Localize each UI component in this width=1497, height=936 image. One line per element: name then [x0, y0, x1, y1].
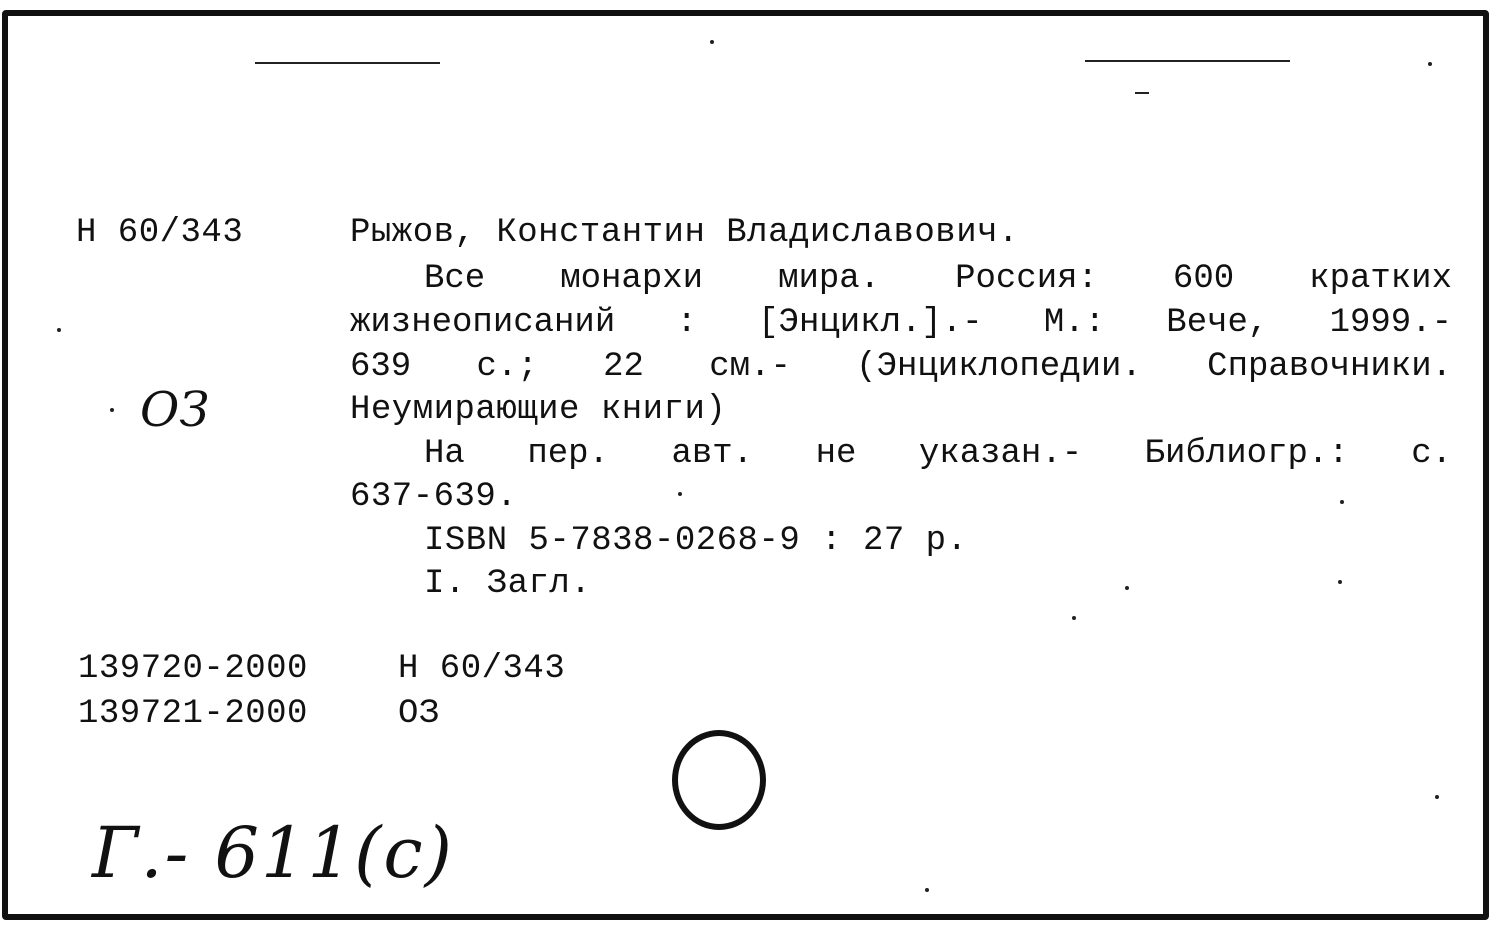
inventory-location: ОЗ — [398, 695, 440, 733]
speck — [1125, 586, 1129, 590]
note-line-2: 637-639. — [350, 478, 518, 516]
card-punch-hole — [672, 730, 766, 830]
author-heading: Рыжов, Константин Владиславович. — [350, 214, 1019, 252]
added-entry: I. Загл. — [424, 565, 592, 603]
handwritten-call-number: Г.- 611(с) — [92, 812, 454, 894]
inventory-number: 139721-2000 — [78, 695, 308, 733]
speck — [1340, 500, 1344, 504]
shelf-mark: Н 60/343 — [76, 214, 244, 252]
speck — [1338, 580, 1342, 584]
top-short-mark — [1135, 92, 1149, 94]
speck — [925, 888, 929, 892]
speck — [110, 408, 114, 412]
top-left-mark — [255, 62, 440, 64]
handwritten-side-mark: ОЗ — [140, 382, 210, 438]
isbn-line: ISBN 5-7838-0268-9 : 27 р. — [424, 522, 968, 560]
note-line-1: На пер. авт. не указан.- Библиогр.: с. — [424, 435, 1452, 473]
title-line-1: Все монархи мира. Россия: 600 кратких — [424, 260, 1452, 298]
top-right-mark — [1085, 60, 1290, 62]
title-line-3: 639 с.; 22 см.- (Энциклопедии. Справочники. — [350, 348, 1452, 386]
speck — [678, 492, 682, 496]
speck — [57, 328, 61, 332]
inventory-number: 139720-2000 — [78, 650, 308, 688]
inventory-location: Н 60/343 — [398, 650, 566, 688]
speck — [710, 40, 714, 44]
title-line-2: жизнеописаний : [Энцикл.].- М.: Вече, 1999.- — [350, 304, 1452, 342]
speck — [1435, 795, 1439, 799]
title-line-4: Неумирающие книги) — [350, 391, 727, 429]
speck — [1428, 62, 1432, 66]
speck — [1072, 616, 1076, 620]
